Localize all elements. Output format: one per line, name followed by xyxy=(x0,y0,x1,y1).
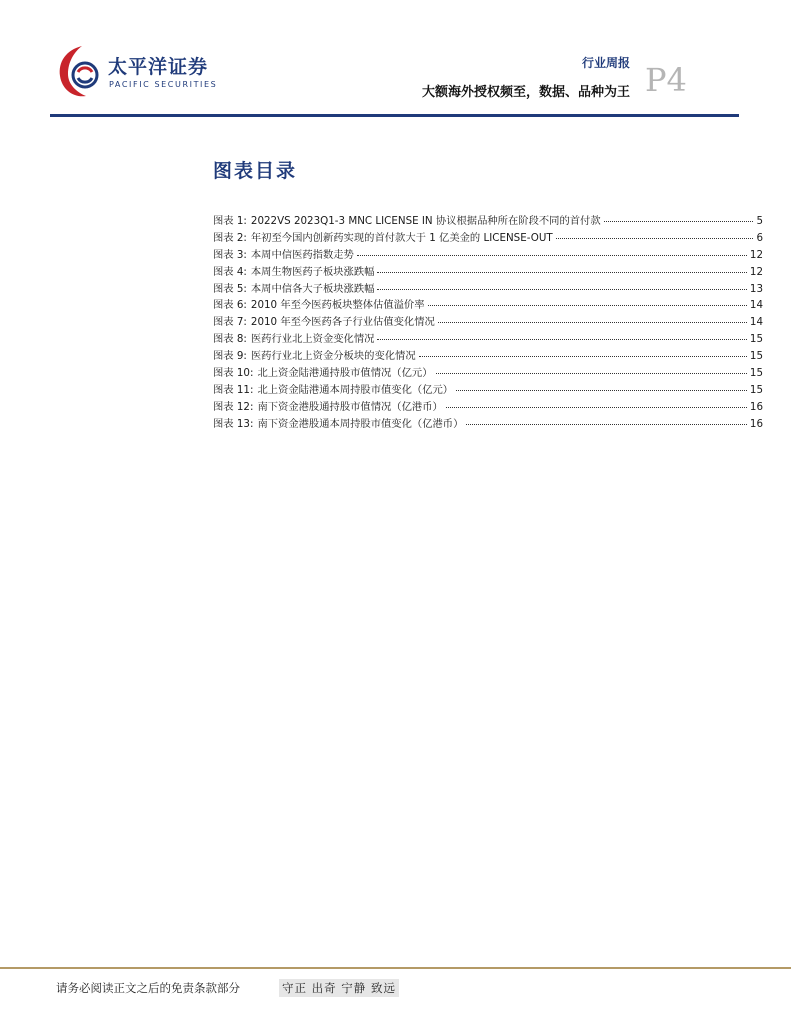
toc-dot-leader xyxy=(436,373,747,374)
toc-entry[interactable] xyxy=(213,263,763,280)
logo-name-cn: 太平洋证券 xyxy=(108,56,209,78)
toc-entry-label: 图表 13: xyxy=(213,417,254,430)
toc-entry[interactable] xyxy=(213,398,763,415)
toc-entry-page: 16 xyxy=(749,400,763,413)
footer-divider xyxy=(0,967,791,969)
toc-entry-page: 14 xyxy=(749,316,763,329)
toc-entry-label: 图表 11: xyxy=(213,383,254,396)
toc-entry-label: 图表 5: xyxy=(213,282,247,295)
company-logo xyxy=(56,42,216,102)
logo-name-en: PACIFIC SECURITIES xyxy=(109,80,218,89)
toc-entry[interactable] xyxy=(213,246,763,263)
table-of-figures xyxy=(213,212,763,432)
toc-entry[interactable] xyxy=(213,229,763,246)
toc-entry-page: 13 xyxy=(749,282,763,295)
toc-entry-page: 5 xyxy=(756,215,763,227)
toc-entry-text: 本周中信医药指数走势 xyxy=(250,248,354,261)
toc-entry-page: 15 xyxy=(749,367,763,380)
toc-entry-page: 12 xyxy=(749,265,763,278)
toc-entry-text: 南下资金港股通持股市值情况（亿港币） xyxy=(257,400,443,413)
toc-entry-text: 南下资金港股通本周持股市值变化（亿港币） xyxy=(257,417,464,430)
footer-motto: 守正 出奇 宁静 致远 xyxy=(279,979,399,997)
toc-entry[interactable] xyxy=(213,347,763,364)
toc-entry-label: 图表 2: xyxy=(213,231,247,244)
pacific-securities-logo-icon xyxy=(56,42,108,100)
toc-entry[interactable] xyxy=(213,212,763,229)
toc-entry-text: 医药行业北上资金变化情况 xyxy=(250,333,375,346)
toc-dot-leader xyxy=(466,424,747,425)
toc-entry-text: 北上资金陆港通持股市值情况（亿元） xyxy=(257,367,433,380)
toc-entry-page: 15 xyxy=(749,350,763,363)
toc-dot-leader xyxy=(419,356,747,357)
toc-entry-page: 15 xyxy=(749,383,763,396)
toc-entry-text: 本周中信各大子板块涨跌幅 xyxy=(250,282,375,295)
toc-entry-label: 图表 3: xyxy=(213,248,247,261)
toc-entry-page: 6 xyxy=(756,231,763,244)
toc-dot-leader xyxy=(556,238,754,239)
toc-entry[interactable] xyxy=(213,415,763,432)
toc-dot-leader xyxy=(604,221,754,222)
toc-entry[interactable] xyxy=(213,296,763,313)
toc-entry[interactable] xyxy=(213,280,763,297)
toc-entry-text: 北上资金陆港通本周持股市值变化（亿元） xyxy=(257,383,454,396)
toc-dot-leader xyxy=(377,289,746,290)
toc-entry-page: 12 xyxy=(749,248,763,261)
toc-dot-leader xyxy=(377,272,746,273)
footer-disclaimer: 请务必阅读正文之后的免责条款部分 xyxy=(56,981,240,995)
toc-dot-leader xyxy=(456,390,747,391)
toc-entry-label: 图表 12: xyxy=(213,400,254,413)
report-title: 大额海外授权频至，数据、品种为王 xyxy=(421,85,630,100)
toc-dot-leader xyxy=(446,407,747,408)
toc-entry-label: 图表 7: xyxy=(213,316,247,329)
toc-entry-label: 图表 10: xyxy=(213,367,254,380)
toc-entry-text: 本周生物医药子板块涨跌幅 xyxy=(250,265,375,278)
toc-dot-leader xyxy=(377,339,746,340)
toc-entry-page: 15 xyxy=(749,333,763,346)
toc-entry-text: 2022VS 2023Q1-3 MNC LICENSE IN 协议根据品种所在阶段不同的首付款 xyxy=(250,215,601,227)
toc-dot-leader xyxy=(428,305,747,306)
toc-entry-text: 年初至今国内创新药实现的首付款大于 1 亿美金的 LICENSE-OUT xyxy=(250,231,553,244)
toc-entry-label: 图表 8: xyxy=(213,333,247,346)
toc-entry[interactable] xyxy=(213,364,763,381)
toc-dot-leader xyxy=(357,255,747,256)
toc-entry-text: 2010 年至今医药各子行业估值变化情况 xyxy=(250,316,435,329)
toc-entry-page: 16 xyxy=(749,417,763,430)
header-divider xyxy=(50,114,739,117)
toc-title: 图表目录 xyxy=(213,160,298,182)
report-type: 行业周报 xyxy=(581,56,630,70)
page-number-label: P4 xyxy=(645,61,687,99)
toc-entry-label: 图表 4: xyxy=(213,265,247,278)
toc-entry-label: 图表 6: xyxy=(213,299,247,312)
toc-entry-text: 医药行业北上资金分板块的变化情况 xyxy=(250,350,416,363)
toc-entry-page: 14 xyxy=(749,299,763,312)
toc-entry[interactable] xyxy=(213,381,763,398)
toc-entry-label: 图表 9: xyxy=(213,350,247,363)
toc-entry-label: 图表 1: xyxy=(213,215,247,227)
toc-entry[interactable] xyxy=(213,313,763,330)
toc-entry-text: 2010 年至今医药板块整体估值溢价率 xyxy=(250,299,425,312)
toc-entry[interactable] xyxy=(213,330,763,347)
toc-dot-leader xyxy=(438,322,747,323)
